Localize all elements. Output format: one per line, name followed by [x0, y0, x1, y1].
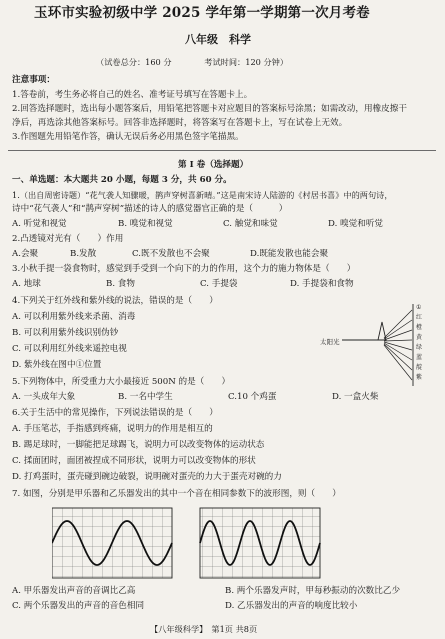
- q6-option-c[interactable]: C. 揉面团时，面团被捏成不同形状，说明力可以改变物体的形状: [12, 456, 256, 466]
- spectrum-label: ①: [416, 304, 422, 311]
- question-4-stem: 4.下列关于红外线和紫外线的说法，错误的是（ ）: [12, 296, 218, 306]
- question-7-stem: 7. 如图，分别是甲乐器和乙乐器发出的其中一个音在相同参数下的波形图，则（ ）: [12, 489, 341, 499]
- q3-option-a[interactable]: A. 地球: [12, 279, 41, 289]
- q7-option-c[interactable]: C. 两个乐器发出的声音的音色相同: [12, 601, 145, 611]
- question-1-stem: 1.（出自周密诗题）“花气袭人知骤暖，鹊声穿树喜新晴。”这是南宋诗人陆游的《村居书喜》中的两句诗，: [12, 190, 393, 200]
- spectrum-label: 红: [416, 314, 423, 321]
- q5-option-a[interactable]: A. 一头成年大象: [12, 392, 76, 402]
- q7-option-b[interactable]: B. 两个乐器发声时，甲每秒振动的次数比乙少: [225, 586, 401, 596]
- spectrum-label: 紫: [416, 374, 423, 381]
- section-title: 第 I 卷（选择题）: [178, 160, 249, 170]
- waveform-figure: [52, 506, 322, 580]
- section-intro: 一、单选题：本大题共 20 小题，每题 3 分，共 60 分。: [12, 175, 232, 185]
- q3-option-d[interactable]: D. 手提袋和食物: [290, 279, 354, 289]
- question-5-stem: 5.下列物体中，所受重力大小最接近 500N 的是（ ）: [12, 377, 231, 387]
- q4-option-c[interactable]: C. 可以利用红外线来遥控电视: [12, 344, 127, 354]
- q1-option-c[interactable]: C. 触觉和味觉: [223, 219, 278, 229]
- note-line: 3.作图题先用铅笔作答，确认无误后务必用黑色签字笔描黑。: [12, 132, 244, 142]
- prism-spectrum-figure: [320, 300, 430, 390]
- q4-option-a[interactable]: A. 可以利用紫外线来杀菌、消毒: [12, 312, 136, 322]
- q5-option-b[interactable]: B. 一名中学生: [118, 392, 173, 402]
- question-2-stem: 2.凸透镜对光有（ ）作用: [12, 234, 124, 244]
- note-line: 2.回答选择题时，选出每小题答案后，用铅笔把答题卡对应题目的答案标号涂黑；如需改动，用橡皮擦干: [12, 104, 407, 114]
- notes-heading: 注意事项：: [12, 75, 55, 85]
- q2-option-a[interactable]: A.会聚: [12, 249, 39, 259]
- note-line: 1.答卷前，考生务必将自己的姓名、准考证号填写在答题卡上。: [12, 90, 253, 100]
- spectrum-label: 绿: [416, 344, 423, 351]
- q6-option-b[interactable]: B. 踢足球时，一脚能把足球踢飞，说明力可以改变物体的运动状态: [12, 440, 265, 450]
- question-6-stem: 6.关于生活中的常见操作，下列说法错误的是（ ）: [12, 408, 218, 418]
- note-line: 净后，再选涂其他答案标号。回答非选择题时，将答案写在答题卡上，写在试卷上无效。: [12, 118, 348, 128]
- q2-option-b[interactable]: B.发散: [70, 249, 97, 259]
- exam-title: 玉环市实验初级中学 2025 学年第一学期第一次月考卷: [34, 5, 370, 21]
- spectrum-label: 黄: [416, 334, 423, 341]
- question-3-stem: 3.小秋手提一袋食物时，感觉到手受到一个向下的力的作用，这个力的施力物体是（ ）: [12, 264, 356, 274]
- q7-option-d[interactable]: D. 乙乐器发出的声音的响度比较小: [225, 601, 358, 611]
- q5-option-c[interactable]: C.10 个鸡蛋: [228, 392, 277, 402]
- q1-option-b[interactable]: B. 嗅觉和视觉: [118, 219, 173, 229]
- exam-subtitle: 八年级 科学: [185, 33, 251, 46]
- q4-option-b[interactable]: B. 可以利用紫外线识别伪钞: [12, 328, 119, 338]
- q5-option-d[interactable]: D. 一盒火柴: [332, 392, 379, 402]
- q1-option-a[interactable]: A. 听觉和视觉: [12, 219, 67, 229]
- spectrum-label: 靛: [416, 364, 423, 371]
- spectrum-label: 蓝: [416, 354, 423, 361]
- q3-option-b[interactable]: B. 食物: [106, 279, 135, 289]
- q2-option-c[interactable]: C.既不发散也不会聚: [132, 249, 210, 259]
- q1-option-d[interactable]: D. 嗅觉和听觉: [328, 219, 384, 229]
- q7-option-a[interactable]: A. 甲乐器发出声音的音调比乙高: [12, 586, 136, 596]
- page-footer: 【八年级科学】 第1页 共8页: [150, 624, 258, 634]
- q6-option-a[interactable]: A. 手压笔芯，手指感到疼痛，说明力的作用是相互的: [12, 424, 213, 434]
- score-info: （试卷总分：160 分 考试时间：120 分钟）: [96, 57, 289, 67]
- q4-option-d[interactable]: D. 紫外线在图中①位置: [12, 360, 102, 370]
- divider: [8, 150, 436, 151]
- sun-light-label: 太阳光: [320, 338, 340, 346]
- q3-option-c[interactable]: C. 手提袋: [200, 279, 238, 289]
- q2-option-d[interactable]: D.既能发散也能会聚: [250, 249, 329, 259]
- question-1-stem-cont: 诗中“花气袭人”和“鹊声穿树”描述的诗人的感觉器官正确的是（ ）: [12, 204, 288, 214]
- q6-option-d[interactable]: D. 打鸡蛋时，蛋壳碰到碗边破裂，说明碗对蛋壳的力大于蛋壳对碗的力: [12, 472, 282, 482]
- spectrum-label: 橙: [416, 324, 423, 331]
